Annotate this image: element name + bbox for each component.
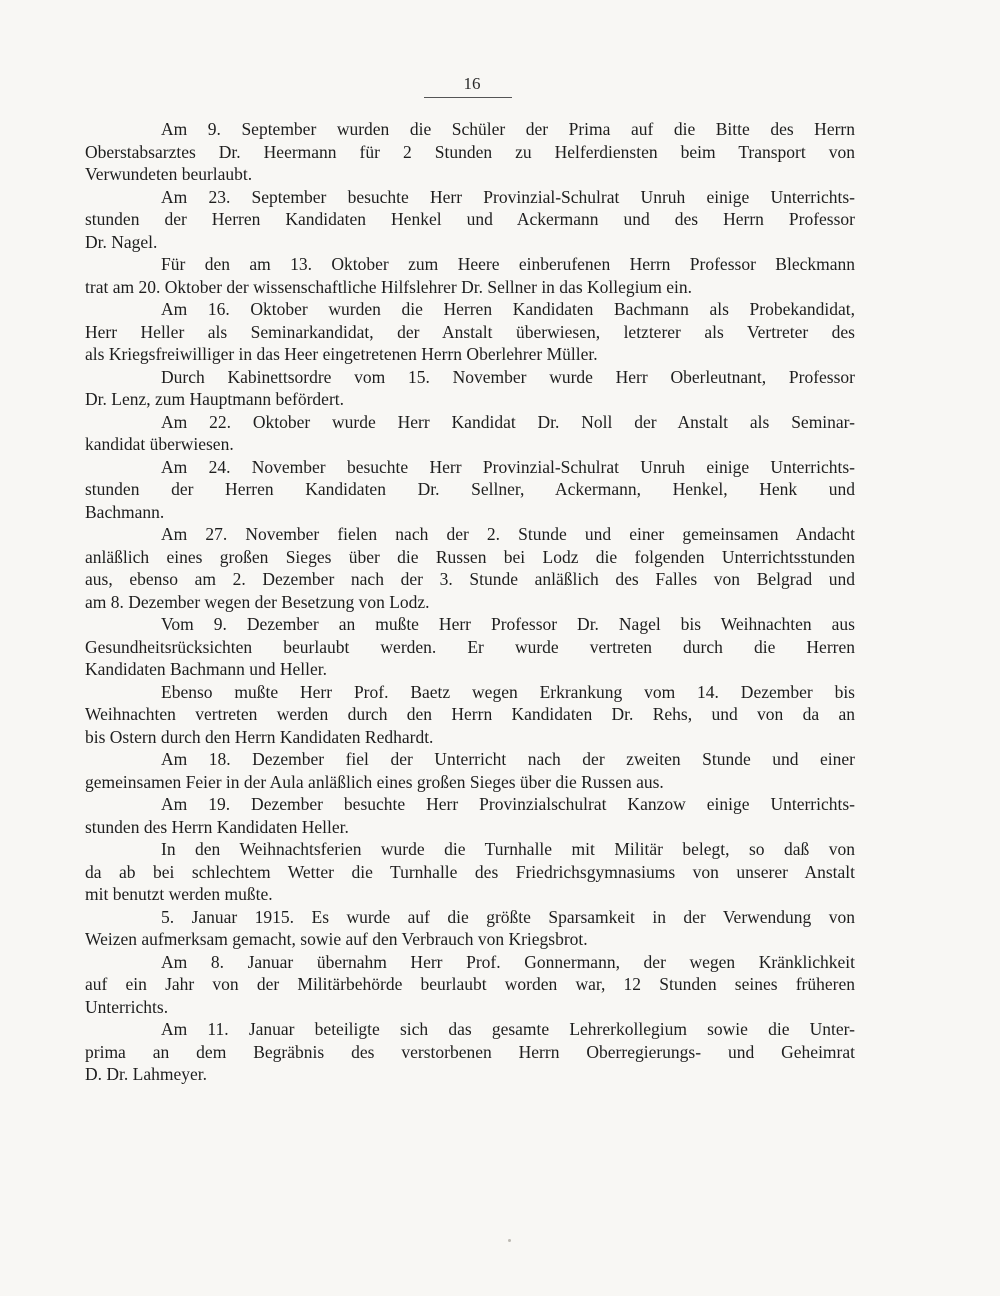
text-line: Am 16. Oktober wurden die Herren Kandidaten Bachmann als Probekandidat, bbox=[161, 299, 855, 319]
text-line: Kandidaten Bachmann und Heller. bbox=[85, 659, 328, 679]
text-line: als Kriegsfreiwilliger in das Heer eingetretenen Herrn Oberlehrer Müller. bbox=[85, 344, 598, 364]
text-line: mit benutzt werden mußte. bbox=[85, 884, 273, 904]
text-line: Dr. Nagel. bbox=[85, 231, 158, 252]
text-line: Am 8. Januar übernahm Herr Prof. Gonnermann, der wegen Kränklichkeit bbox=[161, 951, 855, 972]
text-line: auf ein Jahr von der Militärbehörde beurlaubt worden war, 12 Stunden seines früheren bbox=[85, 974, 855, 994]
text-line: trat am 20. Oktober der wissenschaftliche Hilfslehrer Dr. Sellner in das Kollegium ein. bbox=[85, 276, 692, 297]
text-line: 5. Januar 1915. Es wurde auf die größte Sparsamkeit in der Verwendung von bbox=[161, 906, 855, 927]
text-line: Am 11. Januar beteiligte sich das gesamte Lehrerkollegium sowie die Unter- bbox=[161, 1019, 855, 1039]
text-line: Am 9. September wurden die Schüler der Prima auf die Bitte des Herrn bbox=[161, 119, 855, 139]
text-line: D. Dr. Lahmeyer. bbox=[85, 1064, 207, 1084]
text-line: Am 18. Dezember fiel der Unterricht nach der zweiten Stunde und einer bbox=[161, 749, 855, 769]
paper-speck bbox=[508, 1239, 511, 1242]
text-line: da ab bei schlechtem Wetter die Turnhalle des Friedrichsgymnasiums von unserer Anstalt bbox=[85, 861, 855, 882]
page-number: 16 bbox=[463, 74, 481, 93]
text-line: Vom 9. Dezember an mußte Herr Professor Dr. Nagel bis Weihnachten aus bbox=[161, 614, 855, 634]
text-line: Unterrichts. bbox=[85, 996, 169, 1017]
text-line: Herr Heller als Seminarkandidat, der Anstalt überwiesen, letzterer als Vertreter des bbox=[85, 321, 855, 342]
text-line: Am 22. Oktober wurde Herr Kandidat Dr. Noll der Anstalt als Seminar- bbox=[161, 411, 855, 432]
text-line: Weihnachten vertreten werden durch den Herrn Kandidaten Dr. Rehs, und von da an bbox=[85, 704, 855, 724]
text-line: Am 24. November besuchte Herr Provinzial-Schulrat Unruh einige Unterrichts- bbox=[161, 456, 855, 477]
text-line: In den Weihnachtsferien wurde die Turnhalle mit Militär belegt, so daß von bbox=[161, 839, 855, 859]
text-line: Verwundeten beurlaubt. bbox=[85, 164, 253, 184]
text-line: aus, ebenso am 2. Dezember nach der 3. Stunde anläßlich des Falles von Belgrad und bbox=[85, 569, 855, 589]
text-line: prima an dem Begräbnis des verstorbenen Herrn Oberregierungs- und Geheimrat bbox=[85, 1041, 855, 1062]
text-line: Am 27. November fielen nach der 2. Stunde und einer gemeinsamen Andacht bbox=[161, 524, 855, 544]
text-line: Oberstabsarztes Dr. Heermann für 2 Stunden zu Helferdiensten beim Transport von bbox=[85, 141, 855, 162]
text-line: Bachmann. bbox=[85, 501, 165, 522]
text-line: stunden des Herrn Kandidaten Heller. bbox=[85, 816, 349, 837]
text-line: stunden der Herren Kandidaten Dr. Sellner, Ackermann, Henkel, Henk und bbox=[85, 479, 855, 499]
text-line: bis Ostern durch den Herrn Kandidaten Redhardt. bbox=[85, 726, 434, 747]
text-line: gemeinsamen Feier in der Aula anläßlich eines großen Sieges über die Russen aus. bbox=[85, 771, 664, 792]
text-line: Ebenso mußte Herr Prof. Baetz wegen Erkrankung vom 14. Dezember bis bbox=[161, 681, 855, 702]
text-line: Am 23. September besuchte Herr Provinzial-Schulrat Unruh einige Unterrichts- bbox=[161, 186, 855, 207]
text-line: Für den am 13. Oktober zum Heere einberufenen Herrn Professor Bleckmann bbox=[161, 254, 855, 274]
text-line: stunden der Herren Kandidaten Henkel und Ackermann und des Herrn Professor bbox=[85, 209, 855, 229]
text-line: kandidat überwiesen. bbox=[85, 434, 234, 454]
text-line: Gesundheitsrücksichten beurlaubt werden. Er wurde vertreten durch die Herren bbox=[85, 636, 855, 657]
text-line: Dr. Lenz, zum Hauptmann befördert. bbox=[85, 389, 345, 409]
text-line: am 8. Dezember wegen der Besetzung von Lodz. bbox=[85, 591, 430, 612]
document-text bbox=[85, 118, 855, 1086]
text-line: anläßlich eines großen Sieges über die Russen bei Lodz die folgenden Unterrichtsstunden bbox=[85, 546, 855, 567]
text-line: Durch Kabinettsordre vom 15. November wurde Herr Oberleutnant, Professor bbox=[161, 366, 855, 387]
text-line: Weizen aufmerksam gemacht, sowie auf den Verbrauch von Kriegsbrot. bbox=[85, 929, 588, 949]
text-line: Am 19. Dezember besuchte Herr Provinzialschulrat Kanzow einige Unterrichts- bbox=[161, 794, 855, 814]
page-number-rule bbox=[424, 97, 512, 98]
